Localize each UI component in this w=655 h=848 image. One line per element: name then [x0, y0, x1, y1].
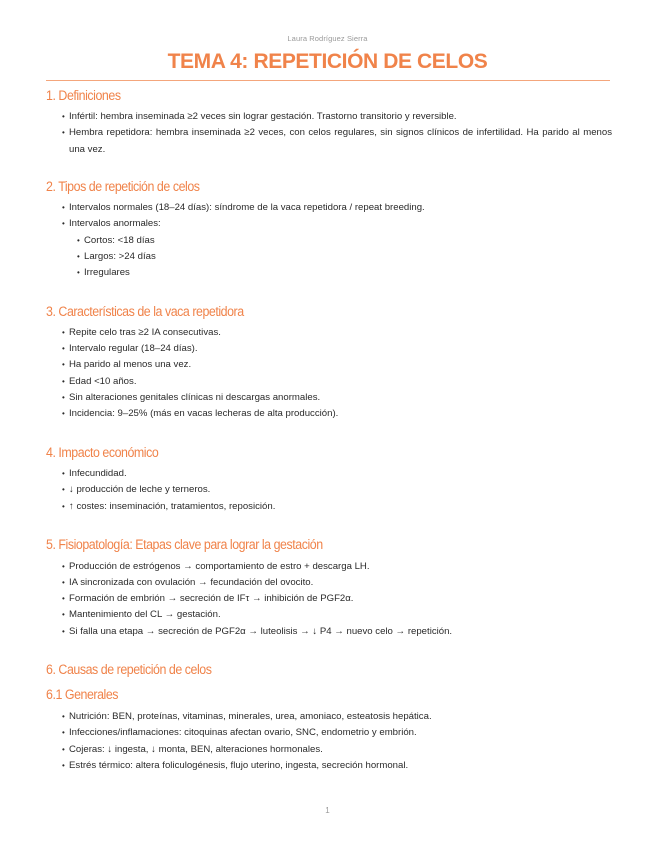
subsection-heading-generales: 6.1 Generales [46, 687, 119, 702]
bullet-icon: • [62, 203, 65, 212]
list-subitem: • Irregulares [84, 265, 604, 282]
bullet-icon: • [62, 409, 65, 418]
section-heading-fisiopatologia: 5. Fisiopatología: Etapas clave para lograr la gestación [46, 537, 323, 552]
list-item: • Formación de embrión → secreción de IFτ → inhibición de PGF2α. [69, 591, 612, 608]
list-item: • Intervalos anormales: [69, 216, 612, 233]
list-item: • Producción de estrógenos → comportamiento de estro + descarga LH. [69, 559, 612, 576]
list-item: • Repite celo tras ≥2 IA consecutivas. [69, 325, 612, 342]
list-item: • Mantenimiento del CL → gestación. [69, 607, 612, 624]
list-item: • Infértil: hembra inseminada ≥2 veces sin lograr gestación. Trastorno transitorio y reversible. [69, 109, 612, 126]
list-subitem: • Largos: >24 días [84, 249, 604, 266]
bullet-icon: • [62, 219, 65, 228]
bullet-icon: • [62, 112, 65, 121]
list-subitem: • Cortos: <18 días [84, 233, 604, 250]
section-heading-definiciones: 1. Definiciones [46, 88, 121, 103]
list-item: • ↑ costes: inseminación, tratamientos, reposición. [69, 499, 612, 516]
list-item: • Nutrición: BEN, proteínas, vitaminas, minerales, urea, amoniaco, esteatosis hepática. [69, 709, 612, 726]
bullet-icon: • [62, 344, 65, 353]
list-item: • Hembra repetidora: hembra inseminada ≥2 veces, con celos regulares, sin signos clínicos de infertilidad. Ha parido al menos una vez. [62, 127, 612, 155]
list-item: • ↓ producción de leche y terneros. [69, 482, 612, 499]
bullet-icon: • [62, 761, 65, 770]
title-divider [46, 80, 610, 81]
author-name: Laura Rodríguez Sierra [287, 34, 368, 43]
page-title: TEMA 4: REPETICIÓN DE CELOS [167, 50, 488, 73]
bullet-icon: • [62, 594, 65, 603]
list-item: • Intervalo regular (18–24 días). [69, 341, 612, 358]
list-item: • Cojeras: ↓ ingesta, ↓ monta, BEN, alteraciones hormonales. [69, 742, 612, 759]
bullet-icon: • [62, 578, 65, 587]
section-heading-caracteristicas: 3. Características de la vaca repetidora [46, 304, 244, 319]
bullet-icon: • [62, 712, 65, 721]
bullet-icon: • [62, 562, 65, 571]
bullet-icon: • [62, 745, 65, 754]
bullet-icon: • [62, 610, 65, 619]
bullet-icon: • [77, 252, 80, 261]
bullet-icon: • [62, 485, 65, 494]
list-item: • Sin alteraciones genitales clínicas ni descargas anormales. [69, 390, 612, 407]
section-heading-causas: 6. Causas de repetición de celos [46, 662, 212, 677]
list-item: • Estrés térmico: altera foliculogénesis, flujo uterino, ingesta, secreción hormonal. [69, 758, 612, 775]
bullet-icon: • [62, 377, 65, 386]
list-item: • Incidencia: 9–25% (más en vacas lecheras de alta producción). [69, 406, 612, 423]
list-item: • Ha parido al menos una vez. [69, 357, 612, 374]
list-item: • Intervalos normales (18–24 días): síndrome de la vaca repetidora / repeat breeding. [69, 200, 612, 217]
list-item: • Si falla una etapa → secreción de PGF2α → luteolisis → ↓ P4 → nuevo celo → repetición. [69, 624, 612, 641]
list-item: • Infecundidad. [69, 466, 612, 483]
bullet-icon: • [62, 128, 65, 137]
bullet-icon: • [77, 268, 80, 277]
bullet-icon: • [62, 360, 65, 369]
list-item: • Edad <10 años. [69, 374, 612, 391]
bullet-icon: • [62, 502, 65, 511]
bullet-icon: • [62, 328, 65, 337]
bullet-icon: • [62, 728, 65, 737]
bullet-icon: • [62, 469, 65, 478]
page-number: 1 [325, 806, 330, 815]
bullet-icon: • [62, 627, 65, 636]
section-heading-impacto: 4. Impacto económico [46, 445, 159, 460]
list-item: • IA sincronizada con ovulación → fecundación del ovocito. [69, 575, 612, 592]
bullet-icon: • [62, 393, 65, 402]
list-item: • Infecciones/inflamaciones: citoquinas afectan ovario, SNC, endometrio y embrión. [69, 725, 612, 742]
section-heading-tipos: 2. Tipos de repetición de celos [46, 179, 200, 194]
bullet-icon: • [77, 236, 80, 245]
